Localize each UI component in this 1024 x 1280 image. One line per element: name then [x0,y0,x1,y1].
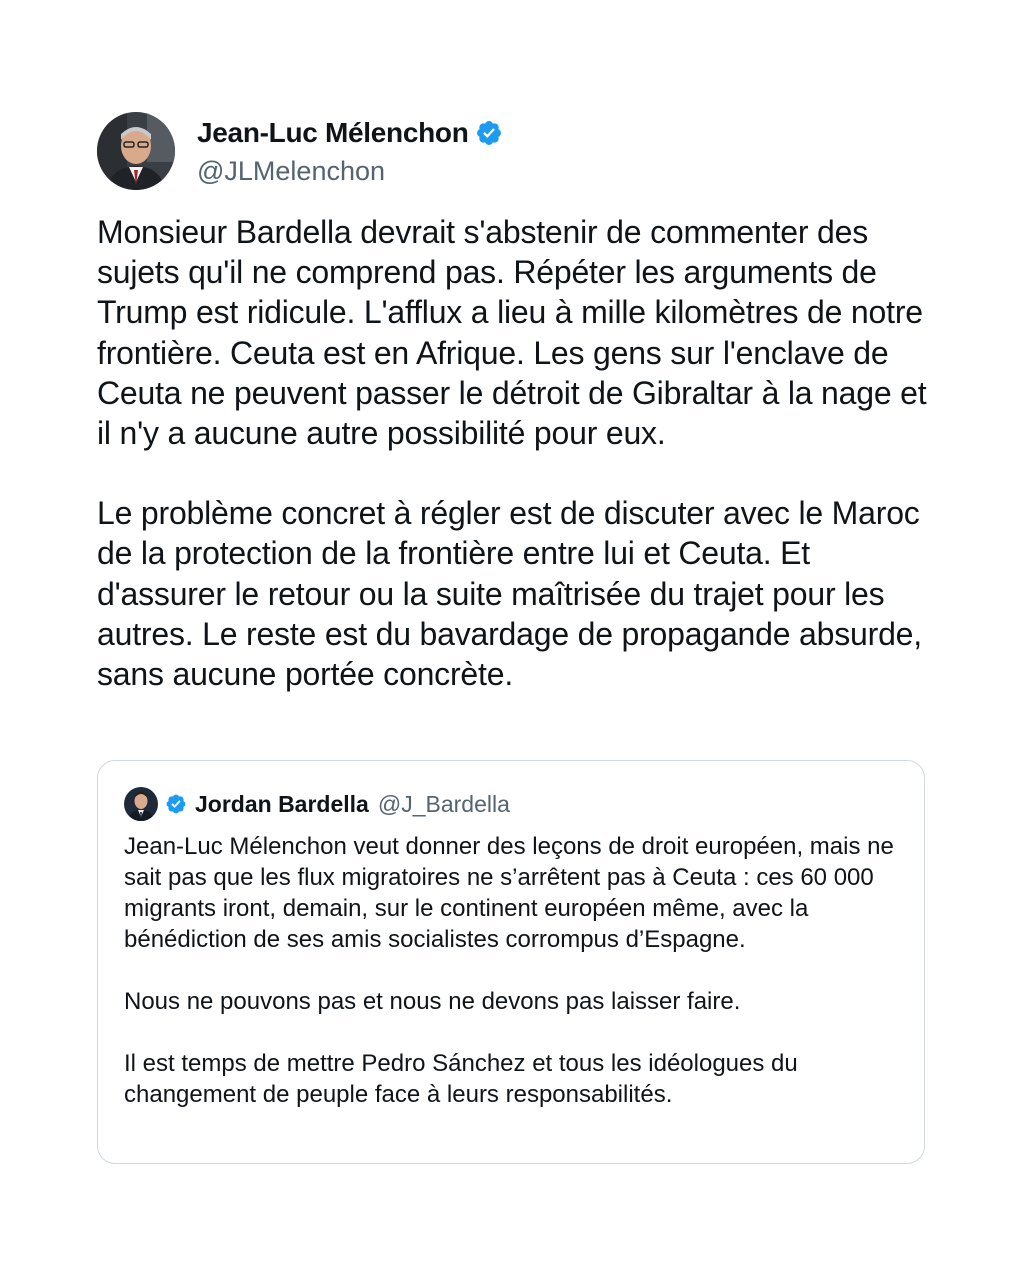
tweet-paragraph: Le problème concret à régler est de discuter avec le Maroc de la protection de la frontière entre lui et Ceuta. Et d'assurer le retour ou la suite maîtrisée du trajet pour les autres. Le reste est du bavardage de propagande absurde, sans aucune portée concrète. [97,495,922,693]
quoted-tweet-paragraph: Jean-Luc Mélenchon veut donner des leçons de droit européen, mais ne sait pas que les flux migratoires ne s’arrêtent pas à Ceuta : ces 60 000 migrants iront, demain, sur le continent européen même, avec la bénédiction de ses amis socialistes corrompus d’Espagne. [124,833,894,953]
quoted-avatar[interactable] [124,787,158,821]
author-display-name[interactable]: Jean-Luc Mélenchon [197,117,469,148]
verified-badge-icon [475,119,503,147]
avatar[interactable] [97,112,175,190]
quoted-author-display-name[interactable]: Jordan Bardella [195,790,369,817]
quoted-tweet-paragraph: Il est temps de mettre Pedro Sánchez et tous les idéologues du changement de peuple face à leurs responsabilités. [124,1050,798,1108]
avatar-image [97,112,175,190]
quoted-verified-badge-icon [165,793,187,815]
tweet-text [97,212,927,694]
quoted-tweet[interactable] [97,760,925,1164]
tweet [97,112,927,694]
quoted-author-handle[interactable]: @J_Bardella [377,790,510,817]
quoted-avatar-image [124,787,158,821]
tweet-header [97,112,927,190]
quoted-tweet-text [124,831,898,1110]
quoted-tweet-paragraph: Nous ne pouvons pas et nous ne devons pas laisser faire. [124,988,741,1015]
name-row [197,113,503,153]
quoted-tweet-header [124,787,898,821]
author-names [197,113,503,189]
tweet-paragraph: Monsieur Bardella devrait s'abstenir de commenter des sujets qu'il ne comprend pas. Répéter les arguments de Trump est ridicule. L'afflux a lieu à mille kilomètres de notre frontière. Ceuta est en Afrique. Les gens sur l'enclave de Ceuta ne peuvent passer le détroit de Gibraltar à la nage et il n'y a aucune autre possibilité pour eux. [97,214,927,452]
author-handle[interactable]: @JLMelenchon [197,156,386,186]
